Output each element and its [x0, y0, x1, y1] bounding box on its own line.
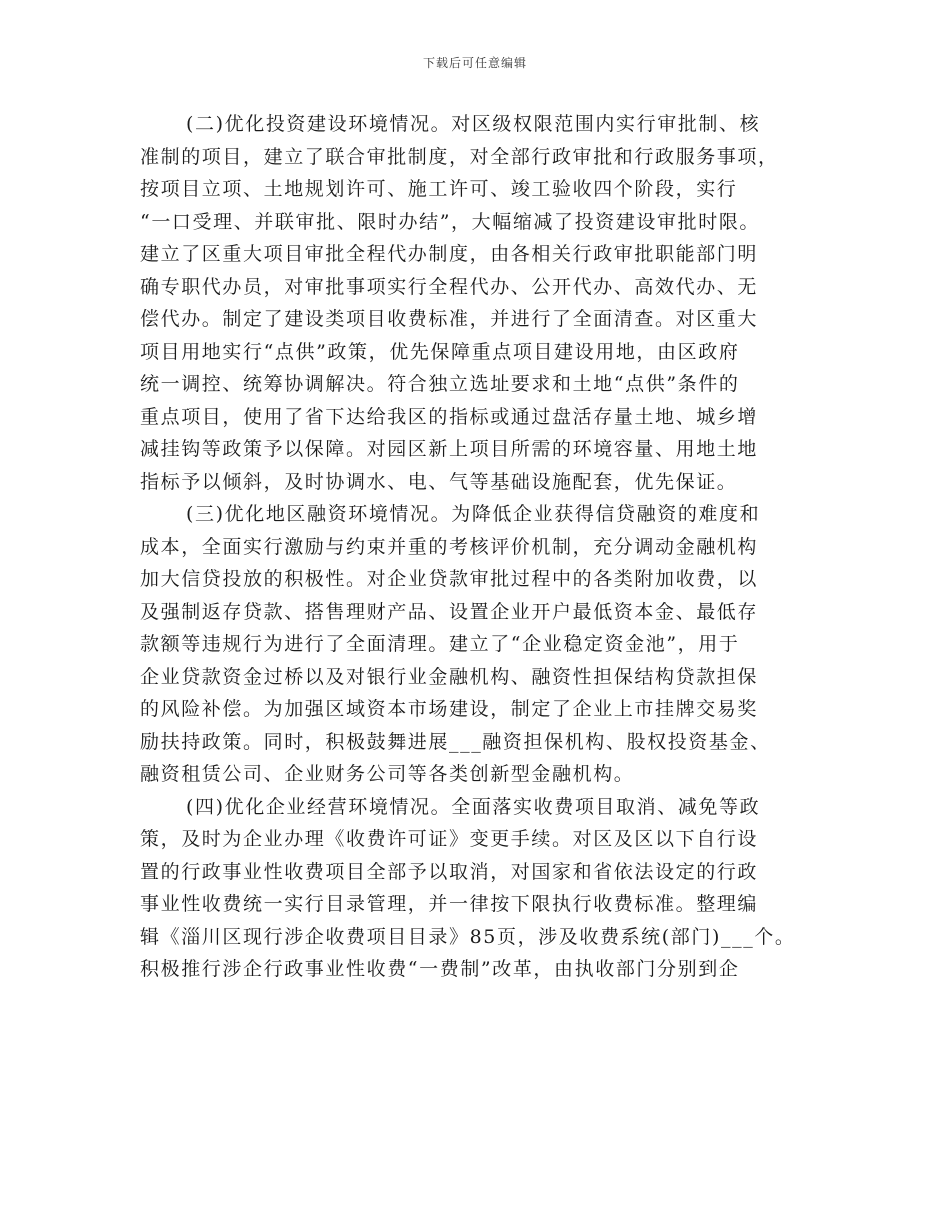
text-line: (二)优化投资建设环境情况。对区级权限范围内实行审批制、核	[186, 113, 761, 135]
paragraph-business-environment	[140, 791, 820, 986]
text-line: 减挂钩等政策予以保障。对园区新上项目所需的环境容量、用地土地	[140, 438, 759, 460]
text-line: 建立了区重大项目审批全程代办制度，由各相关行政审批职能部门明	[140, 243, 759, 265]
text-line: 企业贷款资金过桥以及对银行业金融机构、融资性担保结构贷款担保	[140, 665, 759, 688]
text-line: 款额等违规行为进行了全面清理。建立了“企业稳定资金池”，用于	[140, 633, 740, 655]
document-body	[140, 108, 820, 986]
text-line: 及强制返存贷款、搭售理财产品、设置企业开户最低资本金、最低存	[140, 600, 759, 623]
text-line: 积极推行涉企行政事业性收费“一费制”改革，由执收部门分别到企	[140, 958, 740, 980]
text-line: 策，及时为企业办理《收费许可证》变更手续。对区及区以下自行设	[140, 828, 759, 850]
text-line: (四)优化企业经营环境情况。全面落实收费项目取消、减免等政	[186, 795, 761, 818]
text-line: (三)优化地区融资环境情况。为降低企业获得信贷融资的难度和	[186, 503, 761, 525]
text-line: “一口受理、并联审批、限时办结”，大幅缩减了投资建设审批时限。	[140, 210, 761, 233]
text-line: 偿代办。制定了建设类项目收费标准，并进行了全面清查。对区重大	[140, 308, 759, 330]
text-line: 励扶持政策。同时，积极鼓舞进展___融资担保机构、股权投资基金、	[140, 730, 771, 753]
text-line: 事业性收费统一实行目录管理，并一律按下限执行收费标准。整理编	[140, 893, 759, 915]
text-line: 融资租赁公司、企业财务公司等各类创新型金融机构。	[140, 763, 635, 785]
text-line: 按项目立项、土地规划许可、施工许可、竣工验收四个阶段，实行	[140, 178, 738, 200]
paragraph-financing-environment	[140, 498, 820, 791]
text-line: 的风险补偿。为加强区域资本市场建设，制定了企业上市挂牌交易奖	[140, 698, 759, 720]
text-line: 统一调控、统筹协调解决。符合独立选址要求和土地“点供”条件的	[140, 373, 740, 395]
text-line: 项目用地实行“点供”政策，优先保障重点项目建设用地，由区政府	[140, 340, 740, 363]
text-line: 重点项目，使用了省下达给我区的指标或通过盘活存量土地、城乡增	[140, 405, 759, 428]
text-line: 成本，全面实行激励与约束并重的考核评价机制，充分调动金融机构	[140, 535, 759, 558]
text-line: 指标予以倾斜，及时协调水、电、气等基础设施配套，优先保证。	[140, 470, 738, 493]
text-line: 加大信贷投放的积极性。对企业贷款审批过程中的各类附加收费，以	[140, 568, 759, 590]
text-line: 辑《淄川区现行涉企收费项目目录》85页，涉及收费系统(部门)___个。	[140, 925, 796, 948]
text-line: 准制的项目，建立了联合审批制度，对全部行政审批和行政服务事项，	[140, 145, 779, 168]
page-header: 下载后可任意编辑	[422, 56, 527, 70]
paragraph-investment-environment	[140, 108, 820, 498]
text-line: 置的行政事业性收费项目全部予以取消，对国家和省依法设定的行政	[140, 860, 759, 883]
text-line: 确专职代办员，对审批事项实行全程代办、公开代办、高效代办、无	[140, 275, 759, 298]
